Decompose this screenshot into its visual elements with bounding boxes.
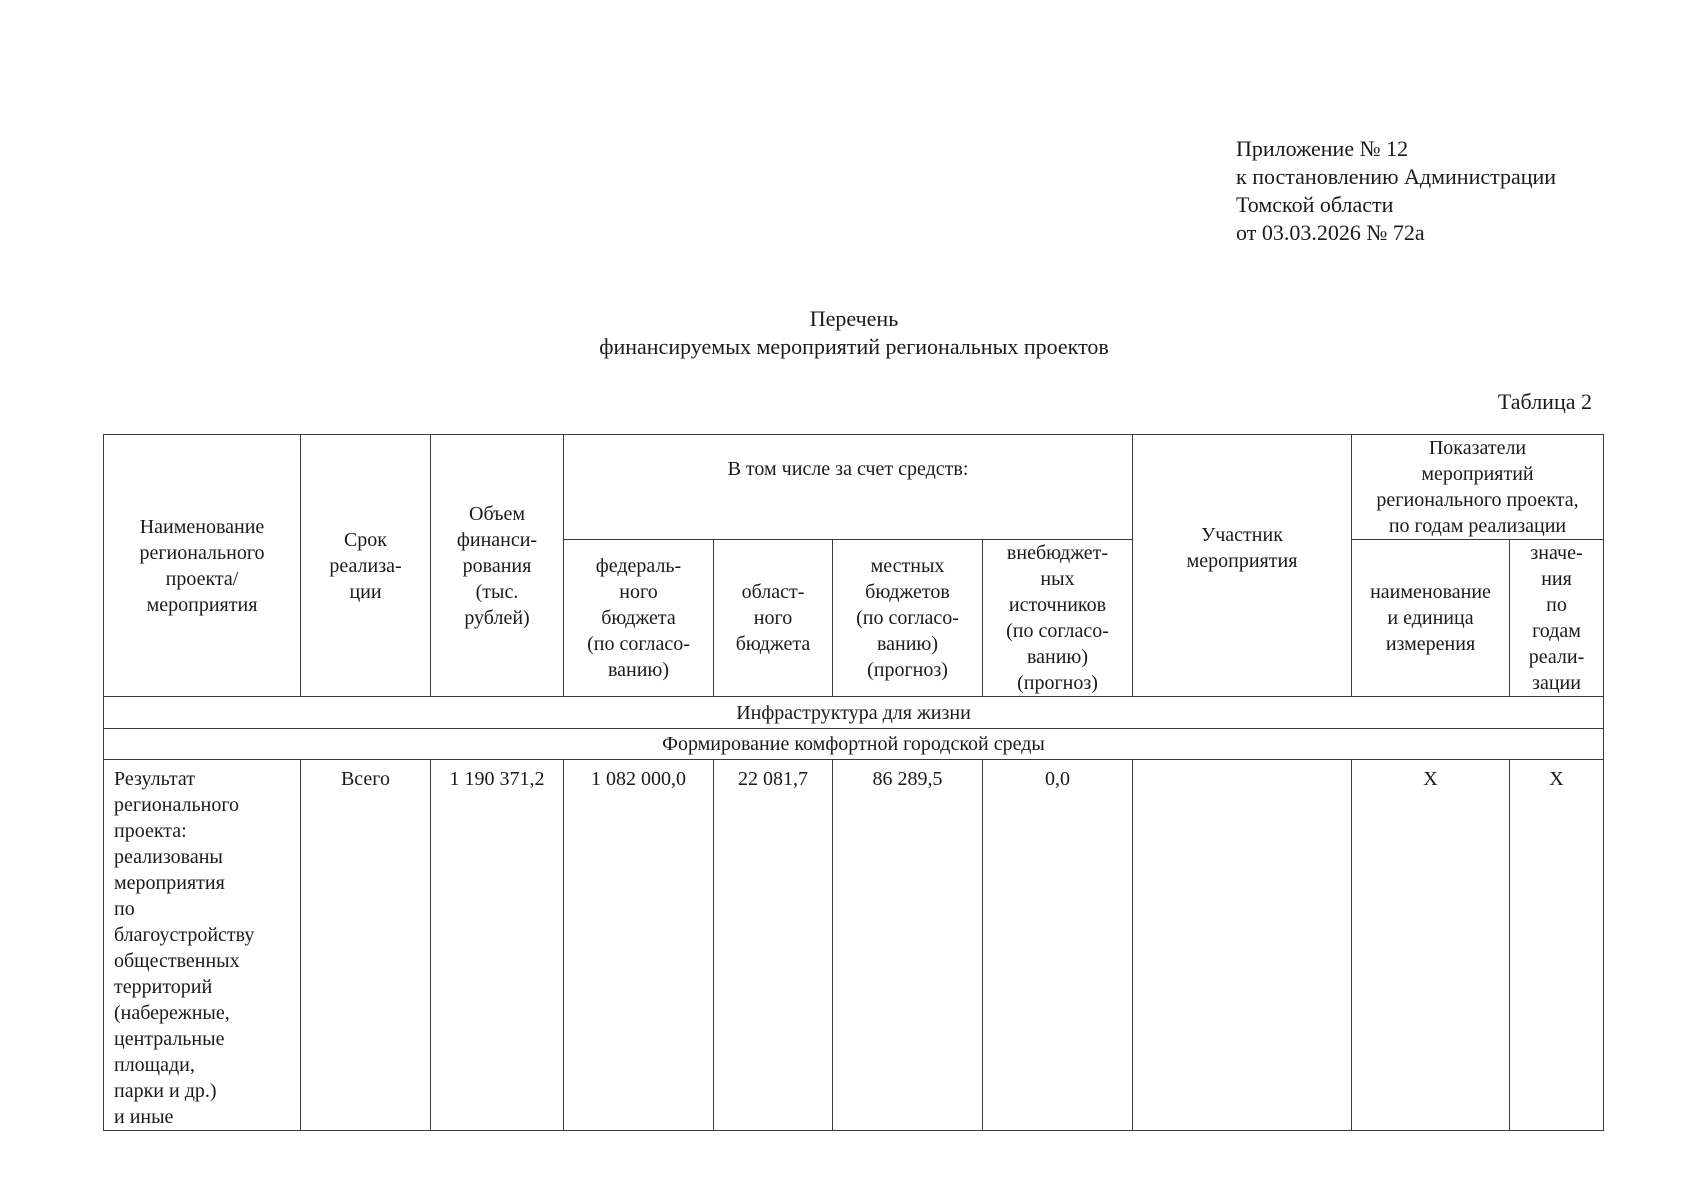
header-indicator-values: значе- ния по годам реали- зации: [1510, 540, 1604, 697]
row-federal: 1 082 000,0: [564, 760, 714, 1131]
section-infrastructure: Инфраструктура для жизни: [104, 697, 1604, 729]
row-offbudget: 0,0: [983, 760, 1133, 1131]
row-indicator-name: X: [1352, 760, 1510, 1131]
table-caption: Таблица 2: [1497, 389, 1592, 414]
row-term: Всего: [301, 760, 431, 1131]
header-volume: Объем финанси- рования (тыс. рублей): [431, 435, 564, 697]
row-regional: 22 081,7: [714, 760, 833, 1131]
header-including: В том числе за счет средств:: [564, 435, 1133, 540]
title-line-2: финансируемых мероприятий региональных проектов: [599, 334, 1109, 359]
header-local: местных бюджетов (по согласо- ванию) (прогноз): [833, 540, 983, 697]
appendix-block: [1236, 135, 1556, 247]
header-indicators: Показатели мероприятий регионального проекта, по годам реализации: [1352, 435, 1604, 540]
section-urban-environment: Формирование комфортной городской среды: [104, 729, 1604, 760]
row-local: 86 289,5: [833, 760, 983, 1131]
header-regional: област- ного бюджета: [714, 540, 833, 697]
table-row: [104, 760, 1604, 1131]
row-volume: 1 190 371,2: [431, 760, 564, 1131]
title-line-1: Перечень: [809, 306, 899, 331]
row-participant: [1133, 760, 1352, 1131]
header-federal: федераль- ного бюджета (по согласо- ванию): [564, 540, 714, 697]
projects-table: [103, 434, 1604, 1131]
header-offbudget: внебюджет- ных источников (по согласо- ванию) (прогноз): [983, 540, 1133, 697]
row-indicator-values: X: [1510, 760, 1604, 1131]
appendix-date: от 03.03.2026 № 72а: [1236, 220, 1425, 245]
appendix-resolution: к постановлению Администрации: [1236, 164, 1557, 189]
header-participant: Участник мероприятия: [1133, 435, 1352, 697]
appendix-number: Приложение № 12: [1236, 136, 1409, 161]
appendix-region: Томской области: [1236, 192, 1394, 217]
row-name: Результат регионального проекта: реализованы мероприятия по благоустройству общественных территорий (набережные, центральные площади, парки и др.) и иные: [104, 760, 301, 1131]
header-term: Срок реализа- ции: [301, 435, 431, 697]
header-name: Наименование регионального проекта/ мероприятия: [104, 435, 301, 697]
document-title: [0, 305, 1698, 361]
header-indicator-name: наименование и единица измерения: [1352, 540, 1510, 697]
